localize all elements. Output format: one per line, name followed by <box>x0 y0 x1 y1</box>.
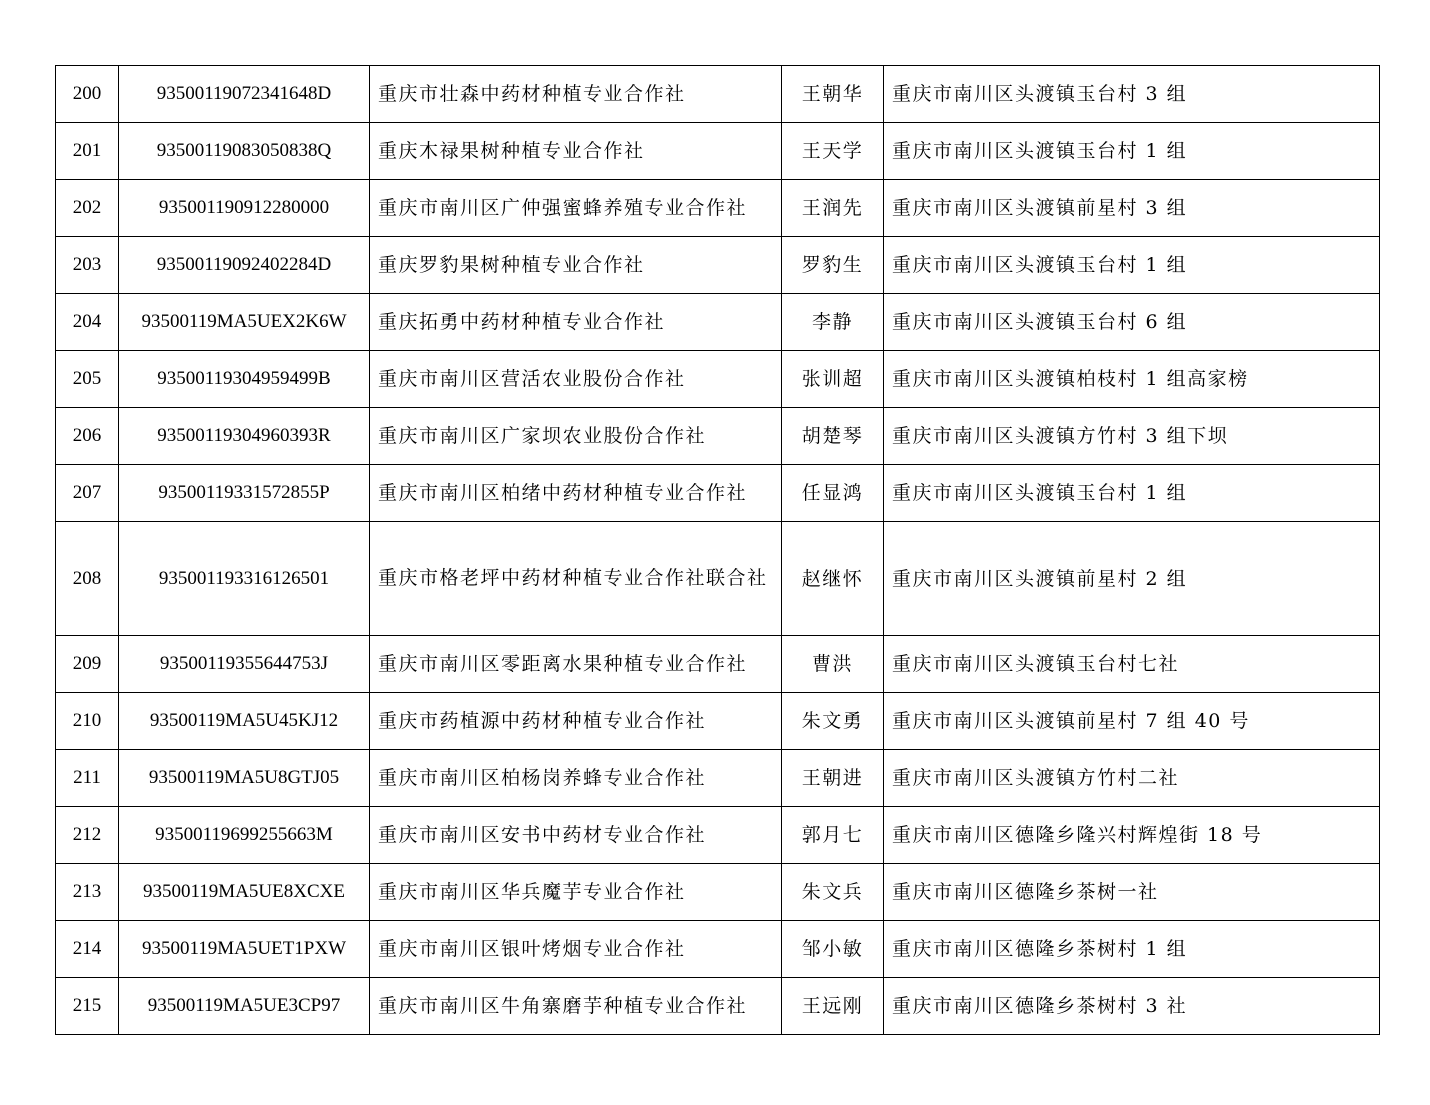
row-number: 208 <box>56 522 119 636</box>
table-row <box>56 123 1380 180</box>
row-number: 214 <box>56 921 119 978</box>
address: 重庆市南川区德隆乡茶树村 3 社 <box>884 978 1380 1035</box>
legal-representative: 张训超 <box>782 351 884 408</box>
table-row <box>56 351 1380 408</box>
address: 重庆市南川区头渡镇柏枝村 1 组高家榜 <box>884 351 1380 408</box>
cooperative-name: 重庆市南川区广家坝农业股份合作社 <box>370 408 782 465</box>
credit-code: 93500119MA5UE3CP97 <box>119 978 370 1035</box>
credit-code: 93500119MA5U8GTJ05 <box>119 750 370 807</box>
legal-representative: 朱文兵 <box>782 864 884 921</box>
table-row <box>56 522 1380 636</box>
credit-code: 93500119092402284D <box>119 237 370 294</box>
address: 重庆市南川区头渡镇前星村 7 组 40 号 <box>884 693 1380 750</box>
cooperative-name: 重庆市南川区广仲强蜜蜂养殖专业合作社 <box>370 180 782 237</box>
row-number: 200 <box>56 66 119 123</box>
cooperative-name: 重庆拓勇中药材种植专业合作社 <box>370 294 782 351</box>
credit-code: 93500119331572855P <box>119 465 370 522</box>
cooperative-name: 重庆市南川区柏绪中药材种植专业合作社 <box>370 465 782 522</box>
cooperative-name: 重庆罗豹果树种植专业合作社 <box>370 237 782 294</box>
row-number: 203 <box>56 237 119 294</box>
row-number: 207 <box>56 465 119 522</box>
legal-representative: 赵继怀 <box>782 522 884 636</box>
address: 重庆市南川区头渡镇玉台村七社 <box>884 636 1380 693</box>
credit-code: 93500119304960393R <box>119 408 370 465</box>
row-number: 202 <box>56 180 119 237</box>
credit-code: 93500119304959499B <box>119 351 370 408</box>
row-number: 211 <box>56 750 119 807</box>
legal-representative: 胡楚琴 <box>782 408 884 465</box>
table-row <box>56 180 1380 237</box>
address: 重庆市南川区德隆乡隆兴村辉煌街 18 号 <box>884 807 1380 864</box>
row-number: 215 <box>56 978 119 1035</box>
row-number: 209 <box>56 636 119 693</box>
table-row <box>56 294 1380 351</box>
credit-code: 93500119072341648D <box>119 66 370 123</box>
address: 重庆市南川区头渡镇前星村 2 组 <box>884 522 1380 636</box>
address: 重庆市南川区头渡镇玉台村 1 组 <box>884 123 1380 180</box>
legal-representative: 王朝华 <box>782 66 884 123</box>
legal-representative: 李静 <box>782 294 884 351</box>
cooperative-name: 重庆市南川区银叶烤烟专业合作社 <box>370 921 782 978</box>
legal-representative: 朱文勇 <box>782 693 884 750</box>
credit-code: 93500119699255663M <box>119 807 370 864</box>
cooperative-name: 重庆市南川区营活农业股份合作社 <box>370 351 782 408</box>
address: 重庆市南川区德隆乡茶树一社 <box>884 864 1380 921</box>
legal-representative: 王天学 <box>782 123 884 180</box>
table-row <box>56 864 1380 921</box>
row-number: 212 <box>56 807 119 864</box>
credit-code: 93500119MA5U45KJ12 <box>119 693 370 750</box>
table-row <box>56 750 1380 807</box>
legal-representative: 曹洪 <box>782 636 884 693</box>
address: 重庆市南川区头渡镇玉台村 6 组 <box>884 294 1380 351</box>
legal-representative: 任显鸿 <box>782 465 884 522</box>
address: 重庆市南川区头渡镇方竹村 3 组下坝 <box>884 408 1380 465</box>
legal-representative: 王润先 <box>782 180 884 237</box>
cooperative-name: 重庆市南川区华兵魔芋专业合作社 <box>370 864 782 921</box>
table-row <box>56 465 1380 522</box>
cooperative-name: 重庆市格老坪中药材种植专业合作社联合社 <box>370 522 782 636</box>
address: 重庆市南川区德隆乡茶树村 1 组 <box>884 921 1380 978</box>
credit-code: 93500119MA5UET1PXW <box>119 921 370 978</box>
address: 重庆市南川区头渡镇前星村 3 组 <box>884 180 1380 237</box>
table-row <box>56 66 1380 123</box>
cooperative-name: 重庆木禄果树种植专业合作社 <box>370 123 782 180</box>
table-row <box>56 978 1380 1035</box>
credit-code: 93500119MA5UE8XCXE <box>119 864 370 921</box>
row-number: 204 <box>56 294 119 351</box>
table-row <box>56 636 1380 693</box>
table-row <box>56 237 1380 294</box>
legal-representative: 罗豹生 <box>782 237 884 294</box>
row-number: 206 <box>56 408 119 465</box>
credit-code: 93500119083050838Q <box>119 123 370 180</box>
cooperative-name: 重庆市南川区安书中药材专业合作社 <box>370 807 782 864</box>
address: 重庆市南川区头渡镇玉台村 1 组 <box>884 237 1380 294</box>
table-row <box>56 921 1380 978</box>
table-row <box>56 807 1380 864</box>
row-number: 213 <box>56 864 119 921</box>
row-number: 210 <box>56 693 119 750</box>
table-row <box>56 408 1380 465</box>
cooperative-name: 重庆市壮森中药材种植专业合作社 <box>370 66 782 123</box>
cooperative-name: 重庆市药植源中药材种植专业合作社 <box>370 693 782 750</box>
legal-representative: 王远刚 <box>782 978 884 1035</box>
cooperative-name: 重庆市南川区牛角寨磨芋种植专业合作社 <box>370 978 782 1035</box>
credit-code: 935001193316126501 <box>119 522 370 636</box>
cooperative-table <box>55 65 1380 1035</box>
row-number: 205 <box>56 351 119 408</box>
cooperative-name: 重庆市南川区柏杨岗养蜂专业合作社 <box>370 750 782 807</box>
credit-code: 93500119MA5UEX2K6W <box>119 294 370 351</box>
legal-representative: 郭月七 <box>782 807 884 864</box>
address: 重庆市南川区头渡镇玉台村 3 组 <box>884 66 1380 123</box>
legal-representative: 王朝进 <box>782 750 884 807</box>
row-number: 201 <box>56 123 119 180</box>
cooperative-name: 重庆市南川区零距离水果种植专业合作社 <box>370 636 782 693</box>
table-row <box>56 693 1380 750</box>
credit-code: 93500119355644753J <box>119 636 370 693</box>
legal-representative: 邹小敏 <box>782 921 884 978</box>
address: 重庆市南川区头渡镇玉台村 1 组 <box>884 465 1380 522</box>
credit-code: 935001190912280000 <box>119 180 370 237</box>
address: 重庆市南川区头渡镇方竹村二社 <box>884 750 1380 807</box>
